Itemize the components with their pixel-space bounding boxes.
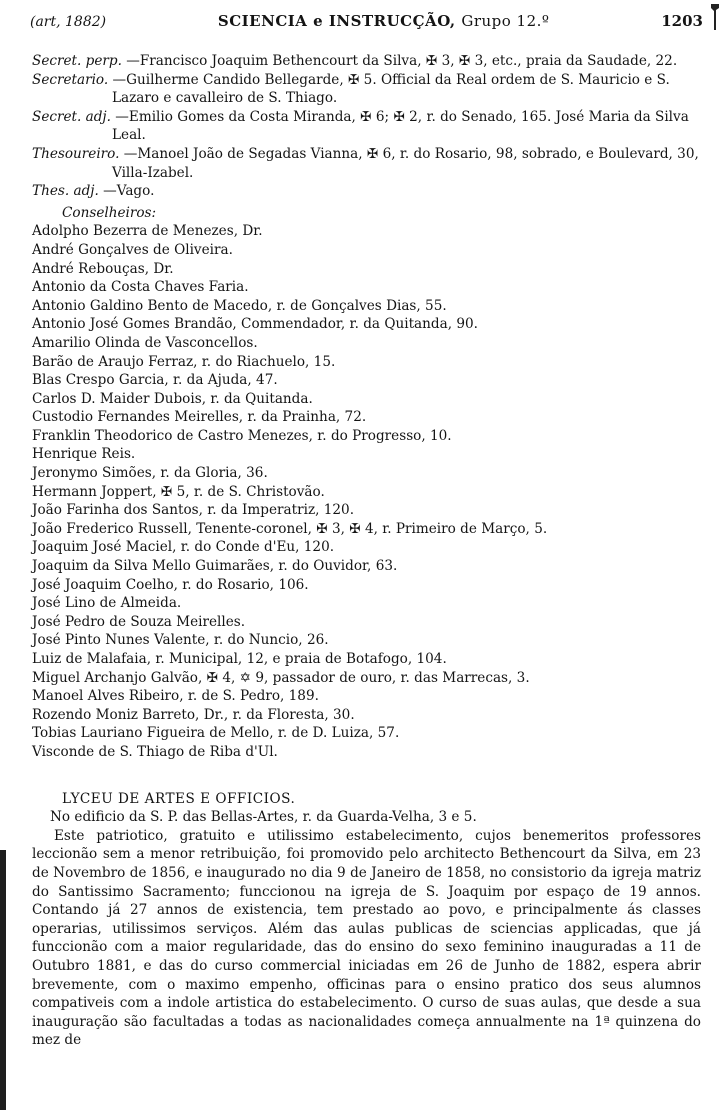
list-item: José Lino de Almeida.	[32, 595, 182, 612]
list-item: José Joaquim Coelho, r. do Rosario, 106.	[32, 576, 309, 593]
header-left: (art, 1882)	[30, 14, 107, 30]
officer-entry	[32, 71, 701, 108]
list-item: Miguel Archanjo Galvão, ✠ 4, ✡ 9, passador de ouro, r. das Marrecas, 3.	[32, 669, 530, 686]
page-binding-edge	[0, 850, 6, 1110]
list-item: Barão de Araujo Ferraz, r. do Riachuelo, 15.	[32, 353, 336, 370]
section-paragraph: Este patriotico, gratuito e utilissimo estabelecimento, cujos benemeritos professores leccionão sem a menor retribuição, foi promovido pelo architecto Bethencourt da Silva, em 23 de Novembro de 1856, e inaugurado no dia 9 de Janeiro de 1858, no consistorio da igreja matriz do Santissimo Sacramento; funccionou na igreja de S. Joaquim por espaço de 19 annos. Contando já 27 annos de existencia, tem prestado ao povo, e principalmente ás classes operarias, utilissimos serviços. Além das aulas publicas de sciencias applicadas, que já funccionão com a maior regularidade, das do ensino do sexo feminino inauguradas a 11 de Outubro 1881, e das do curso commercial iniciadas em 26 de Junho de 1882, espera abrir brevemente, com o maximo empenho, officinas para o ensino pratico dos seus alumnos compativeis com a indole artistica do estabelecimento. O curso de suas aulas, que desde a sua inauguração são facultadas a todas as nacionalidades começa annualmente na 1ª quinzena do mez de	[32, 827, 701, 1049]
header-group: Grupo 12.º	[461, 12, 550, 30]
section-subtitle: No edificio da S. P. das Bellas-Artes, r. da Guarda-Velha, 3 e 5.	[50, 809, 477, 826]
header-title: SCIENCIA e INSTRUCÇÃO,	[217, 12, 456, 30]
officer-role: Thes. adj.	[32, 183, 99, 200]
list-item: Tobias Lauriano Figueira de Mello, r. de D. Luiza, 57.	[32, 725, 400, 742]
list-item: Joaquim José Maciel, r. do Conde d'Eu, 120.	[32, 539, 335, 556]
page-content	[32, 52, 701, 1050]
list-item: Antonio Galdino Bento de Macedo, r. de Gonçalves Dias, 55.	[32, 297, 447, 314]
section-title: LYCEU DE ARTES E OFFICIOS.	[62, 790, 296, 807]
list-item: Hermann Joppert, ✠ 5, r. de S. Christovão.	[32, 483, 325, 500]
list-item: Joaquim da Silva Mello Guimarães, r. do Ouvidor, 63.	[32, 558, 398, 575]
officer-text: —Guilherme Candido Bellegarde, ✠ 5. Official da Real ordem de S. Mauricio e S. Lazaro e cavalleiro de S. Thiago.	[112, 71, 670, 107]
list-item: Henrique Reis.	[32, 446, 136, 463]
page-number: 1203	[661, 12, 703, 30]
officer-text: —Emilio Gomes da Costa Miranda, ✠ 6; ✠ 2, r. do Senado, 165. José Maria da Silva Leal.	[112, 108, 689, 144]
officer-role: Secret. perp.	[32, 53, 122, 69]
officer-entry	[32, 182, 701, 201]
list-item: Custodio Fernandes Meirelles, r. da Prainha, 72.	[32, 409, 367, 426]
conselheiros-heading: Conselheiros:	[62, 204, 157, 221]
page-header	[30, 12, 703, 38]
page-edge-mark	[709, 2, 721, 32]
list-item: Amarilio Olinda de Vasconcellos.	[32, 334, 258, 351]
list-item: José Pinto Nunes Valente, r. do Nuncio, 26.	[32, 632, 329, 649]
list-item: Franklin Theodorico de Castro Menezes, r. do Progresso, 10.	[32, 427, 452, 444]
list-item: José Pedro de Souza Meirelles.	[32, 613, 246, 630]
list-item: André Gonçalves de Oliveira.	[32, 241, 233, 258]
list-item: Blas Crespo Garcia, r. da Ajuda, 47.	[32, 372, 278, 389]
officer-text: —Vago.	[103, 183, 155, 200]
list-item: João Frederico Russell, Tenente-coronel, ✠ 3, ✠ 4, r. Primeiro de Março, 5.	[32, 520, 548, 537]
officer-role: Secret. adj.	[32, 108, 111, 125]
list-item: Rozendo Moniz Barreto, Dr., r. da Floresta, 30.	[32, 706, 355, 723]
list-item: Antonio da Costa Chaves Faria.	[32, 279, 249, 296]
officer-text: —Francisco Joaquim Bethencourt da Silva, ✠ 3, ✠ 3, etc., praia da Saudade, 22.	[126, 53, 678, 69]
list-item: Carlos D. Maider Dubois, r. da Quitanda.	[32, 390, 313, 407]
list-item: Jeronymo Simões, r. da Gloria, 36.	[32, 465, 268, 482]
officer-text: —Manoel João de Segadas Vianna, ✠ 6, r. do Rosario, 98, sobrado, e Boulevard, 30, Villa-Izabel.	[112, 145, 699, 181]
list-item: João Farinha dos Santos, r. da Imperatriz, 120.	[32, 502, 355, 519]
officer-entry	[32, 145, 701, 182]
list-item: Adolpho Bezerra de Menezes, Dr.	[32, 223, 263, 240]
officer-role: Thesoureiro.	[32, 145, 120, 162]
list-item: André Rebouças, Dr.	[32, 260, 174, 277]
officer-role: Secretario.	[32, 71, 109, 88]
officer-entry	[32, 108, 701, 145]
list-item: Antonio José Gomes Brandão, Commendador, r. da Quitanda, 90.	[32, 316, 478, 333]
officer-entry	[32, 52, 701, 71]
list-item: Manoel Alves Ribeiro, r. de S. Pedro, 189.	[32, 688, 319, 705]
header-title-block	[218, 12, 550, 30]
list-item: Visconde de S. Thiago de Riba d'Ul.	[32, 743, 278, 760]
list-item: Luiz de Malafaia, r. Municipal, 12, e praia de Botafogo, 104.	[32, 651, 447, 667]
conselheiros-list	[32, 222, 701, 761]
